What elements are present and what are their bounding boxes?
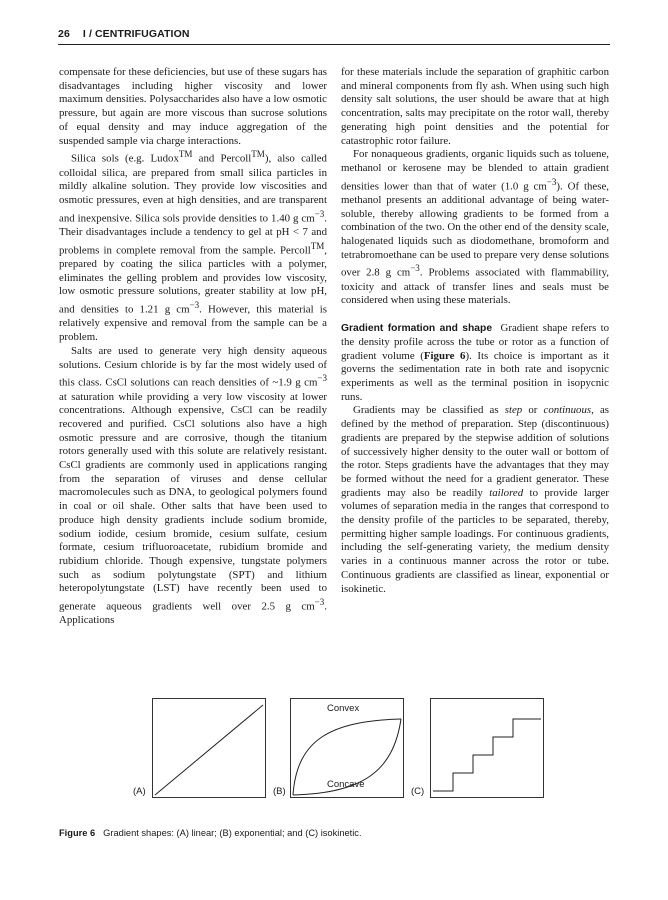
left-column-paragraph-1: compensate for these deficiencies, but use of these sugars has disadvantages including higher viscosity and lower maximum densities. Polysaccharides also have a low osmotic pressure, but again are more viscous than sucrose solutions of equal density and may induce aggregation of the suspended sample via charge interactions. bbox=[59, 66, 327, 147]
panel-b-label: (B) bbox=[273, 786, 286, 797]
left-column-paragraph-3: Salts are used to generate very high density aqueous solutions. Cesium chloride is by far the most widely used of this class. CsCl solutions can reach densities of ~1.9 g $cm^{-3}$ at saturation while providing a very low viscosity at lower concentrations. Although expensive, CsCl can be readily recovered and purified. CsCl solutions also have a high osmotic pressure and are corrosive, though the titanium rotors generally used with this solute are relatively resistant. CsCl gradients are commonly used in applications ranging from the separation of viruses and dense cellular macromolecules such as DNA, to geological polymers found in coal or oil shale. Other salts that have been used to produce high density gradients include sodium bromide, sodium iodide, cesium bromide, cesium sulfate, cesium formate, cesium trifluoroacetate, rubidium bromide and rubidium chloride. Though expensive, tungstate polymers such as sodium polytungstate (SPT) and lithium heteropolytungstate (LST) have recently been used to generate aqueous gradients well over 2.5 g $cm^{-3}$. Applications bbox=[59, 344, 327, 627]
linear-curve bbox=[155, 705, 263, 795]
figure-caption bbox=[59, 828, 611, 838]
running-title: I / CENTRIFUGATION bbox=[82, 28, 190, 40]
figure-caption-text: Gradient shapes: (A) linear; (B) exponential; and (C) isokinetic. bbox=[103, 828, 362, 838]
concave-label: Concave bbox=[327, 779, 365, 790]
left-column-paragraph-2: Silica sols (e.g. Ludox™ and Percoll™), also called colloidal silica, are prepared from small silica particles in mildly alkaline solution. They provide low viscosities and osmotic pressures, even at high densities, and are transparent and inexpensive. Silica sols provide densities to 1.40 g $cm^{-3}$. Their disadvantages include a tendency to gel at pH < 7 and problems in complete removal from the sample. Percoll™, prepared by coating the silica particles with a polymer, eliminates the gelling problem and provides low viscosity, low osmotic pressure solutions, greater stability at low pH, and densities to 1.21 g $cm^{-3}$. However, this material is relatively expensive and removal from the sample can be a problem. bbox=[59, 149, 327, 344]
panel-a-linear bbox=[152, 698, 266, 798]
right-column-paragraph-3: Gradient formation and shape Gradient shape refers to the density profile across the tube or rotor as a function of gradient volume (Figure 6). Its choice is important as it governs the sedimentation rate in both rate and isopycnic experiments as well as the terminal position in isopycnic runs. bbox=[341, 322, 610, 403]
linear-gradient-plot bbox=[153, 699, 267, 799]
figure-label: Figure 6 bbox=[59, 828, 96, 838]
convex-label: Convex bbox=[327, 703, 360, 714]
stepped-curve bbox=[433, 719, 541, 791]
figure-6 bbox=[59, 690, 611, 810]
right-column-paragraph-4: Gradients may be classified as step or continuous, as defined by the method of preparation. Step (discontinuous) gradients are prepared by the stepwise addition of solutions of successively higher density to the outer wall or bottom of the rotor. Steps gradients have the advantages that they may be formed without the need for a gradient generator. These gradients may also be readily tailored to provide larger volumes of separation media in the ranges that correspond to the density profile of the particles to be separated, thereby, permitting higher sample loadings. For continuous gradients, including the self-generating variety, the medium density varies in a continuous manner across the rotor or tube. Continuous gradients are classified as linear, exponential or isokinetic. bbox=[341, 404, 609, 595]
right-text-column bbox=[341, 66, 609, 596]
right-column-paragraph-2: For nonaqueous gradients, organic liquids such as toluene, methanol or kerosene may be blended to attain gradient densities lower than that of water (1.0 g $cm^{-3}$). Of these, methanol presents an additional advantage of being water-soluble, thereby allowing gradients to be formed from a combination of the two. On the other end of the density scale, halogenated liquids such as diodomethane, bromoform and tetrabromoethane can be used to prepare very dense solutions over 2.8 g $cm^{-3}$. Problems associated with flammability, toxicity and attack of transfer lines and seals must be considered when using these materials. bbox=[341, 148, 609, 307]
running-header bbox=[58, 28, 610, 40]
right-column-paragraph-1: for these materials include the separation of graphitic carbon and mineral components from fly ash. When using such high density salt solutions, the user should be aware that at high concentration, salts may precipitate on the rotor wall, thereby generating high point densities and the potential for catastrophic rotor failure. bbox=[341, 66, 609, 147]
panel-c-label: (C) bbox=[411, 786, 425, 797]
panel-a-label: (A) bbox=[133, 786, 146, 797]
panel-c-isokinetic bbox=[430, 698, 544, 798]
header-rule bbox=[58, 44, 610, 45]
isokinetic-gradient-plot bbox=[431, 699, 545, 799]
panel-b-exponential bbox=[290, 698, 404, 798]
page-number: 26 bbox=[58, 28, 70, 40]
left-text-column bbox=[59, 66, 327, 628]
